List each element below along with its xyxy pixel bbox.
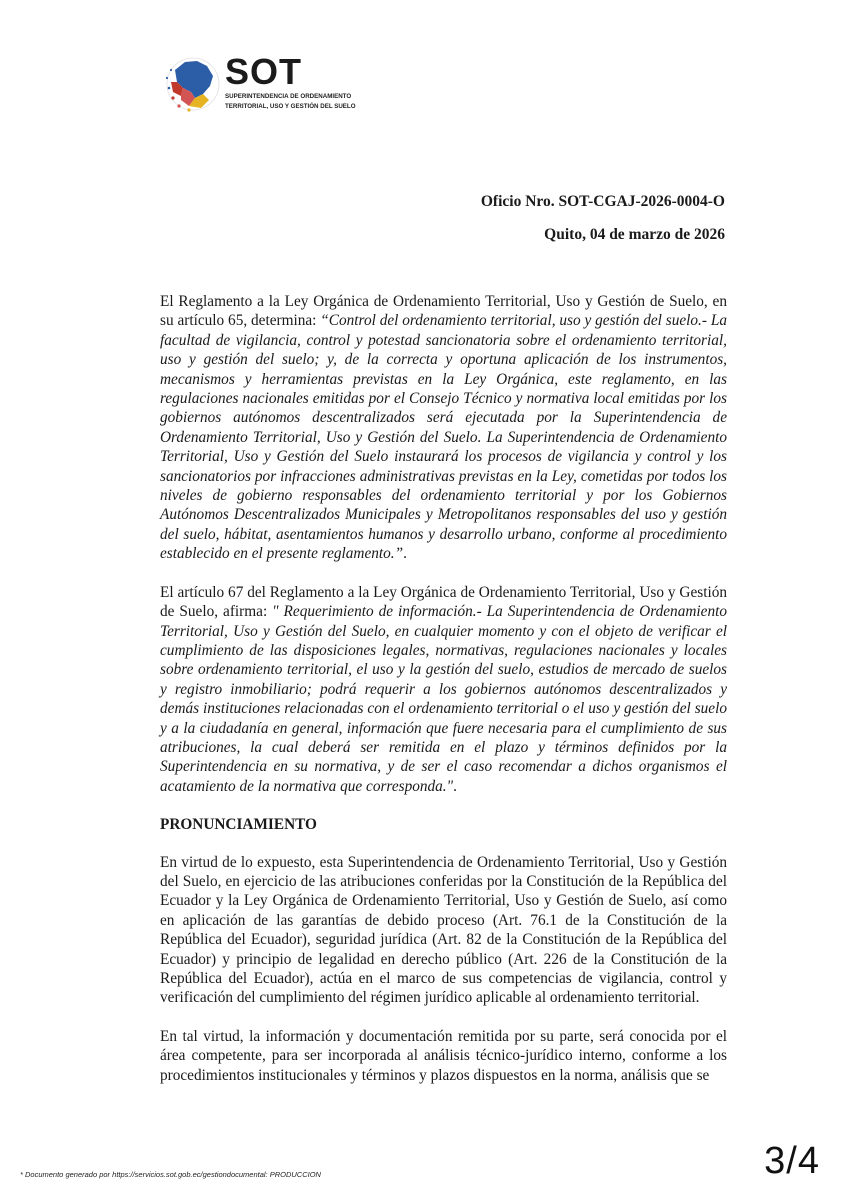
logo-subtitle-line2: TERRITORIAL, USO Y GESTIÓN DEL SUELO [225,103,356,110]
paragraph-article-67 [160,583,727,796]
sot-logo [163,51,356,114]
paragraph-en-tal-virtud: En tal virtud, la información y documentación remitida por su parte, será conocida por el área competente, para ser incorporada al análisis técnico-jurídico interno, conforme a los procedimientos institucionales y términos y plazos dispuestos en la norma, análisis que se [160,1027,727,1084]
paragraph-end: . [403,545,407,563]
quoted-article-67: " Requerimiento de información.- La Superintendencia de Ordenamiento Territorial, Uso y Gestión del Suelo, en cualquier momento y con el objeto de verificar el cumplimiento de las disposiciones legales, normativas, regulaciones nacionales y locales sobre ordenamiento territorial, el uso y la gestión del suelo, estudios de mercado de suelos y registro inmobiliario; podrá requerir a los gobiernos autónomos descentralizados y demás instituciones relacionadas con el ordenamiento territorial o el uso y gestión del suelo y a la ciudadanía en general, información que fuere necesaria para el cumplimiento de sus atribuciones, la cual deberá ser remitida en el plazo y términos definidos por la Superintendencia en su normativa, y de ser el caso recomendar a dichos organismos el acatamiento de la normativa que corresponda." [160,603,727,795]
section-heading: PRONUNCIAMIENTO [160,816,317,834]
paragraph-intro: El Reglamento a la Ley Orgánica de Ordenamiento Territorial, Uso y Gestión de Suelo, en su artículo 65, determina: [160,293,727,330]
page-number: 3/4 [764,1140,820,1182]
document-date: Quito, 04 de marzo de 2026 [544,226,725,243]
paragraph-pronunciamiento: En virtud de lo expuesto, esta Superintendencia de Ordenamiento Territorial, Uso y Gestión del Suelo, en ejercicio de las atribuciones conferidas por la Constitución de la República del Ecuador y la Ley Orgánica de Ordenamiento Territorial, Uso y Gestión de Suelo, así como en aplicación de las garantías de debido proceso (Art. 76.1 de la Constitución de la República del Ecuador), seguridad jurídica (Art. 82 de la Constitución de la República del Ecuador) y principio de legalidad en derecho público (Art. 226 de la Constitución de la República del Ecuador), actúa en el marco de sus competencias de vigilancia, control y verificación del cumplimiento del régimen jurídico aplicable al ordenamiento territorial. [160,853,727,1007]
sot-emblem-icon [163,52,225,114]
document-body [160,292,727,1104]
logo-acronym: SOT [225,51,303,92]
footer-note: * Documento generado por https://servicios.sot.gob.ec/gestiondocumental: PRODUCCION [20,1170,321,1179]
paragraph-end: . [453,777,457,795]
paragraph-intro: El artículo 67 del Reglamento a la Ley Orgánica de Ordenamiento Territorial, Uso y Gestión de Suelo, afirma: [160,583,727,621]
oficio-number: Oficio Nro. SOT-CGAJ-2026-0004-O [480,193,725,210]
logo-subtitle-line1: SUPERINTENDENCIA DE ORDENAMIENTO [225,93,352,100]
quoted-article-65: “Control del ordenamiento territorial, uso y gestión del suelo.- La facultad de vigilancia, control y potestad sancionatoria sobre el ordenamiento territorial, uso y gestión del suelo; y, de la correcta y oportuna aplicación de los instrumentos, mecanismos y herramientas previstas en la Ley Orgánica, este reglamento, en las regulaciones nacionales emitidas por el Consejo Técnico y normativa local emitidas por los gobiernos autónomos descentralizados será ejecutada por la Superintendencia de Ordenamiento Territorial, Uso y Gestión del Suelo. La Superintendencia de Ordenamiento Territorial, Uso y Gestión del Suelo instaurará los procesos de vigilancia y control y los sancionatorios por infracciones administrativas previstas en la Ley, cometidas por todos los niveles de gobierno responsables del ordenamiento territorial y por los Gobiernos Autónomos Descentralizados Municipales y Metropolitanos responsables del uso y gestión del suelo, hábitat, asentamientos humanos y desarrollo urbano, conforme al procedimiento establecido en el presente reglamento.” [160,312,727,563]
paragraph-article-65 [160,292,727,564]
